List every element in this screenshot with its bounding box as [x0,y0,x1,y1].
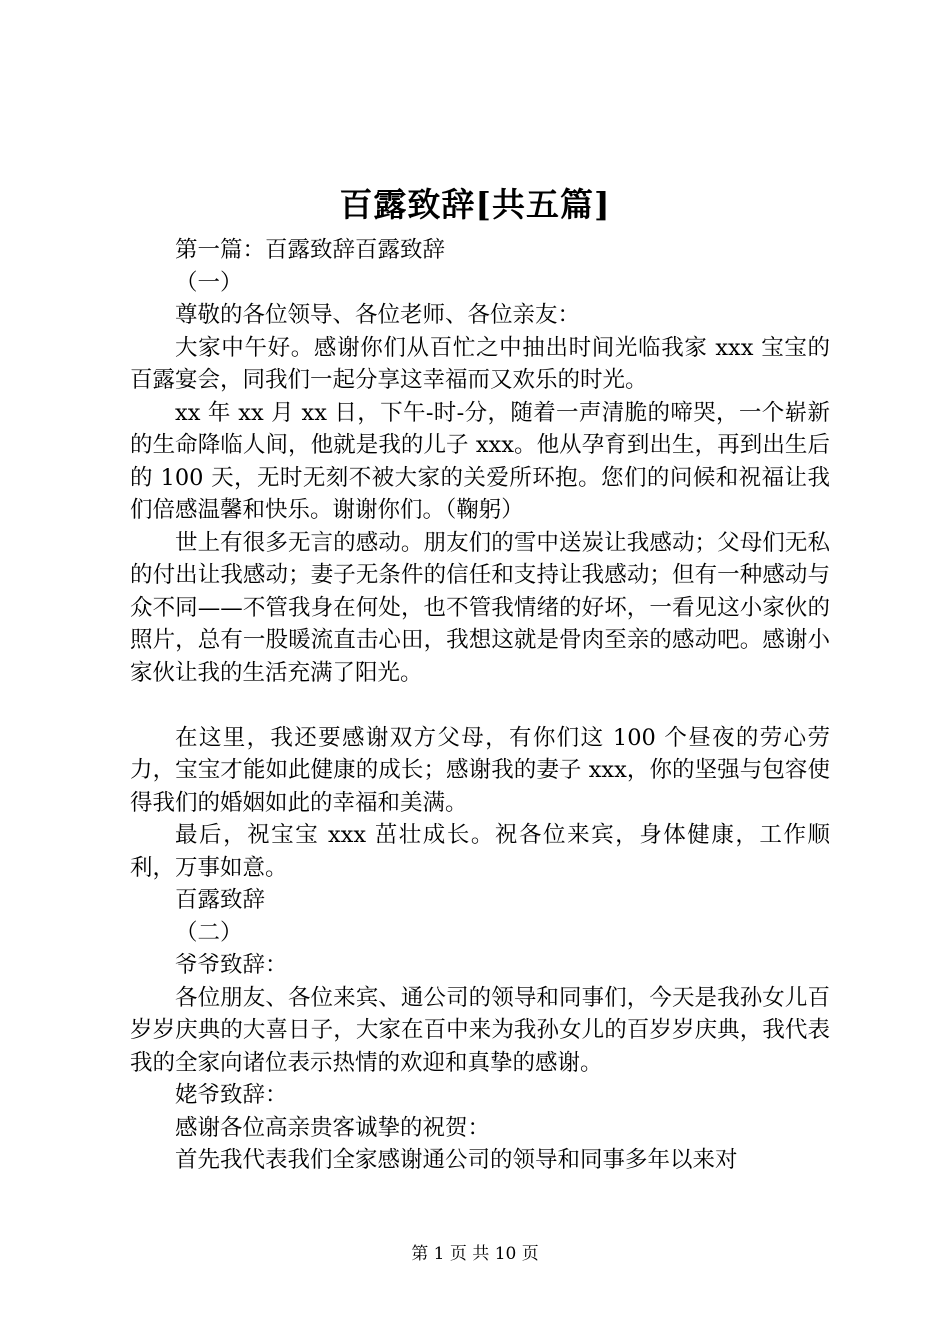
paragraph: 大家中午好。感谢你们从百忙之中抽出时间光临我家 xxx 宝宝的百露宴会，同我们一起分享这幸福而又欢乐的时光。 [130,334,830,393]
document-title: 百露致辞[共五篇] [339,185,611,224]
section-heading: 百露致辞 [175,887,266,913]
document-body [130,234,830,1177]
paragraph: 各位朋友、各位来宾、通公司的领导和同事们，今天是我孙女儿百岁岁庆典的大喜日子，大家在百中来为我孙女儿的百岁岁庆典，我代表我的全家向诸位表示热情的欢迎和真挚的感谢。 [130,984,830,1076]
section-heading: 第一篇：百露致辞百露致辞 [175,237,446,263]
salutation: 尊敬的各位领导、各位老师、各位亲友： [175,302,581,328]
section-number: （一） [175,269,243,296]
speaker-label: 姥爷致辞： [175,1082,288,1108]
paragraph: 首先我代表我们全家感谢通公司的领导和同事多年以来对 [175,1147,738,1173]
paragraph: 世上有很多无言的感动。朋友们的雪中送炭让我感动；父母们无私的付出让我感动；妻子无条件的信任和支持让我感动；但有一种感动与众不同——不管我身在何处，也不管我情绪的好坏，一看见这小家伙的照片，总有一股暖流直击心田，我想这就是骨肉至亲的感动吧。感谢小家伙让我的生活充满了阳光。 [130,529,830,686]
paragraph: 最后，祝宝宝 xxx 茁壮成长。祝各位来宾，身体健康，工作顺利，万事如意。 [130,822,830,881]
paragraph: xx 年 xx 月 xx 日，下午-时-分，随着一声清脆的啼哭，一个崭新的生命降临人间，他就是我的儿子 xxx。他从孕育到出生，再到出生后的 100 天，无时无刻不被大家的关爱所环抱。您们的问候和祝福让我们倍感温馨和快乐。谢谢你们。（鞠躬） [130,399,830,523]
paragraph: 感谢各位高亲贵客诚挚的祝贺： [175,1114,491,1141]
section-number: （二） [175,919,243,946]
paragraph: 在这里，我还要感谢双方父母，有你们这 100 个昼夜的劳心劳力，宝宝才能如此健康的成长；感谢我的妻子 xxx，你的坚强与包容使得我们的婚姻如此的幸福和美满。 [130,724,830,816]
blank-line [130,689,830,722]
page-footer: 第 1 页 共 10 页 [411,1244,539,1264]
speaker-label: 爷爷致辞： [175,952,288,978]
